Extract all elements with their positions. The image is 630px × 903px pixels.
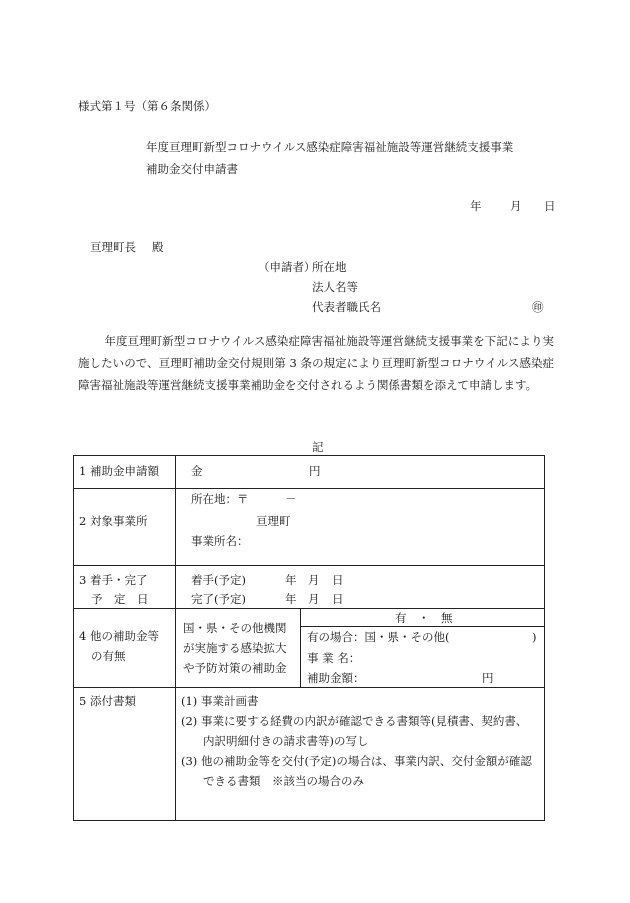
- table-rule: [175, 455, 176, 821]
- table-border: [544, 455, 545, 821]
- row4-project-name: 事 業 名：: [307, 651, 361, 665]
- row3-start-year: 年: [285, 573, 297, 587]
- row4-yes-no: 有 ・ 無: [395, 611, 453, 625]
- date-month: 月: [510, 199, 522, 213]
- ki-heading: 記: [312, 440, 324, 454]
- row1-kin: 金: [191, 464, 203, 478]
- row3-start-day: 日: [332, 573, 344, 587]
- row2-town: 亘理町: [256, 514, 291, 528]
- row4-label-line1: 4 他の補助金等: [79, 629, 159, 643]
- table-border: [73, 820, 545, 821]
- row4-sub-line3: や予防対策の補助金: [183, 661, 287, 675]
- row3-label-line2: 予 定 日: [91, 592, 149, 606]
- application-table: [73, 455, 545, 821]
- row3-end-day: 日: [332, 592, 344, 606]
- row5-item3-line2: できる書類 ※該当の場合のみ: [203, 774, 364, 788]
- row2-postal-dash: －: [285, 492, 297, 506]
- date-year: 年: [470, 199, 482, 213]
- row4-yen: 円: [482, 671, 494, 685]
- row4-sub-line1: 国・県・その他機関: [183, 621, 287, 635]
- addressee: [90, 239, 164, 255]
- table-rule: [73, 608, 545, 609]
- row5-item3-line1: (3) 他の補助金等を交付(予定)の場合は、事業内訳、交付金額が確認: [181, 754, 532, 768]
- date-line: [470, 198, 556, 214]
- row5-item2-line1: (2) 事業に要する経費の内訳が確認できる書類等(見積書、契約書、: [181, 714, 528, 728]
- document-title-line1: 年度亘理町新型コロナウイルス感染症障害福祉施設等運営継続支援事業: [146, 140, 514, 154]
- addressee-honorific: 殿: [152, 240, 164, 254]
- row4-if-yes: 有の場合：国・県・その他(: [307, 630, 450, 644]
- applicant-address-label: 所在地: [312, 260, 347, 274]
- row5-label: 5 添付書類: [79, 694, 136, 708]
- row4-label-line2: の有無: [91, 649, 126, 663]
- table-rule: [73, 488, 545, 489]
- row3-start-label: 着手(予定): [191, 573, 246, 587]
- table-rule: [73, 687, 545, 688]
- table-rule: [300, 608, 301, 687]
- row2-office-label: 事業所名：: [191, 534, 249, 548]
- form-number: 様式第１号（第６条関係）: [78, 99, 216, 113]
- row5-item2-line2: 内訳明細付きの請求書等)の写し: [203, 734, 369, 748]
- row3-label-line1: 3 着手・完了: [79, 573, 148, 587]
- row2-label: 2 対象事業所: [79, 514, 148, 528]
- document-title-line2: 補助金交付申請書: [146, 162, 238, 176]
- applicant-representative-label: 代表者職氏名: [312, 300, 381, 314]
- row3-end-month: 月: [308, 592, 320, 606]
- row3-end-year: 年: [285, 592, 297, 606]
- row3-end-label: 完了(予定): [191, 592, 246, 606]
- row1-label: 1 補助金申請額: [79, 464, 159, 478]
- applicant-corporation-label: 法人名等: [312, 280, 358, 294]
- body-text: 年度亘理町新型コロナウイルス感染症障害福祉施設等運営継続支援事業を下記により実施したいので、亘理町補助金交付規則第 3 条の規定により亘理町新型コロナウイルス感染症障害福祉施設等運営継続支援事業補助金を交付されるよう関係書類を添えて申請します。: [78, 334, 554, 392]
- table-border: [73, 455, 545, 456]
- row3-start-month: 月: [308, 573, 320, 587]
- table-border: [73, 455, 74, 821]
- addressee-name: 亘理町長: [90, 240, 136, 254]
- row4-sub-line2: が実施する感染拡大: [183, 641, 287, 655]
- row5-item1: (1) 事業計画書: [181, 694, 259, 708]
- date-day: 日: [544, 199, 556, 213]
- table-rule: [73, 565, 545, 566]
- row1-yen: 円: [309, 464, 321, 478]
- row4-close-paren: ): [532, 630, 537, 644]
- row2-address-label: 所在地：〒: [191, 492, 249, 506]
- applicant-label: （申請者）: [258, 260, 316, 274]
- row4-amount-label: 補助金額：: [307, 671, 365, 685]
- seal-mark: ㊞: [532, 300, 544, 314]
